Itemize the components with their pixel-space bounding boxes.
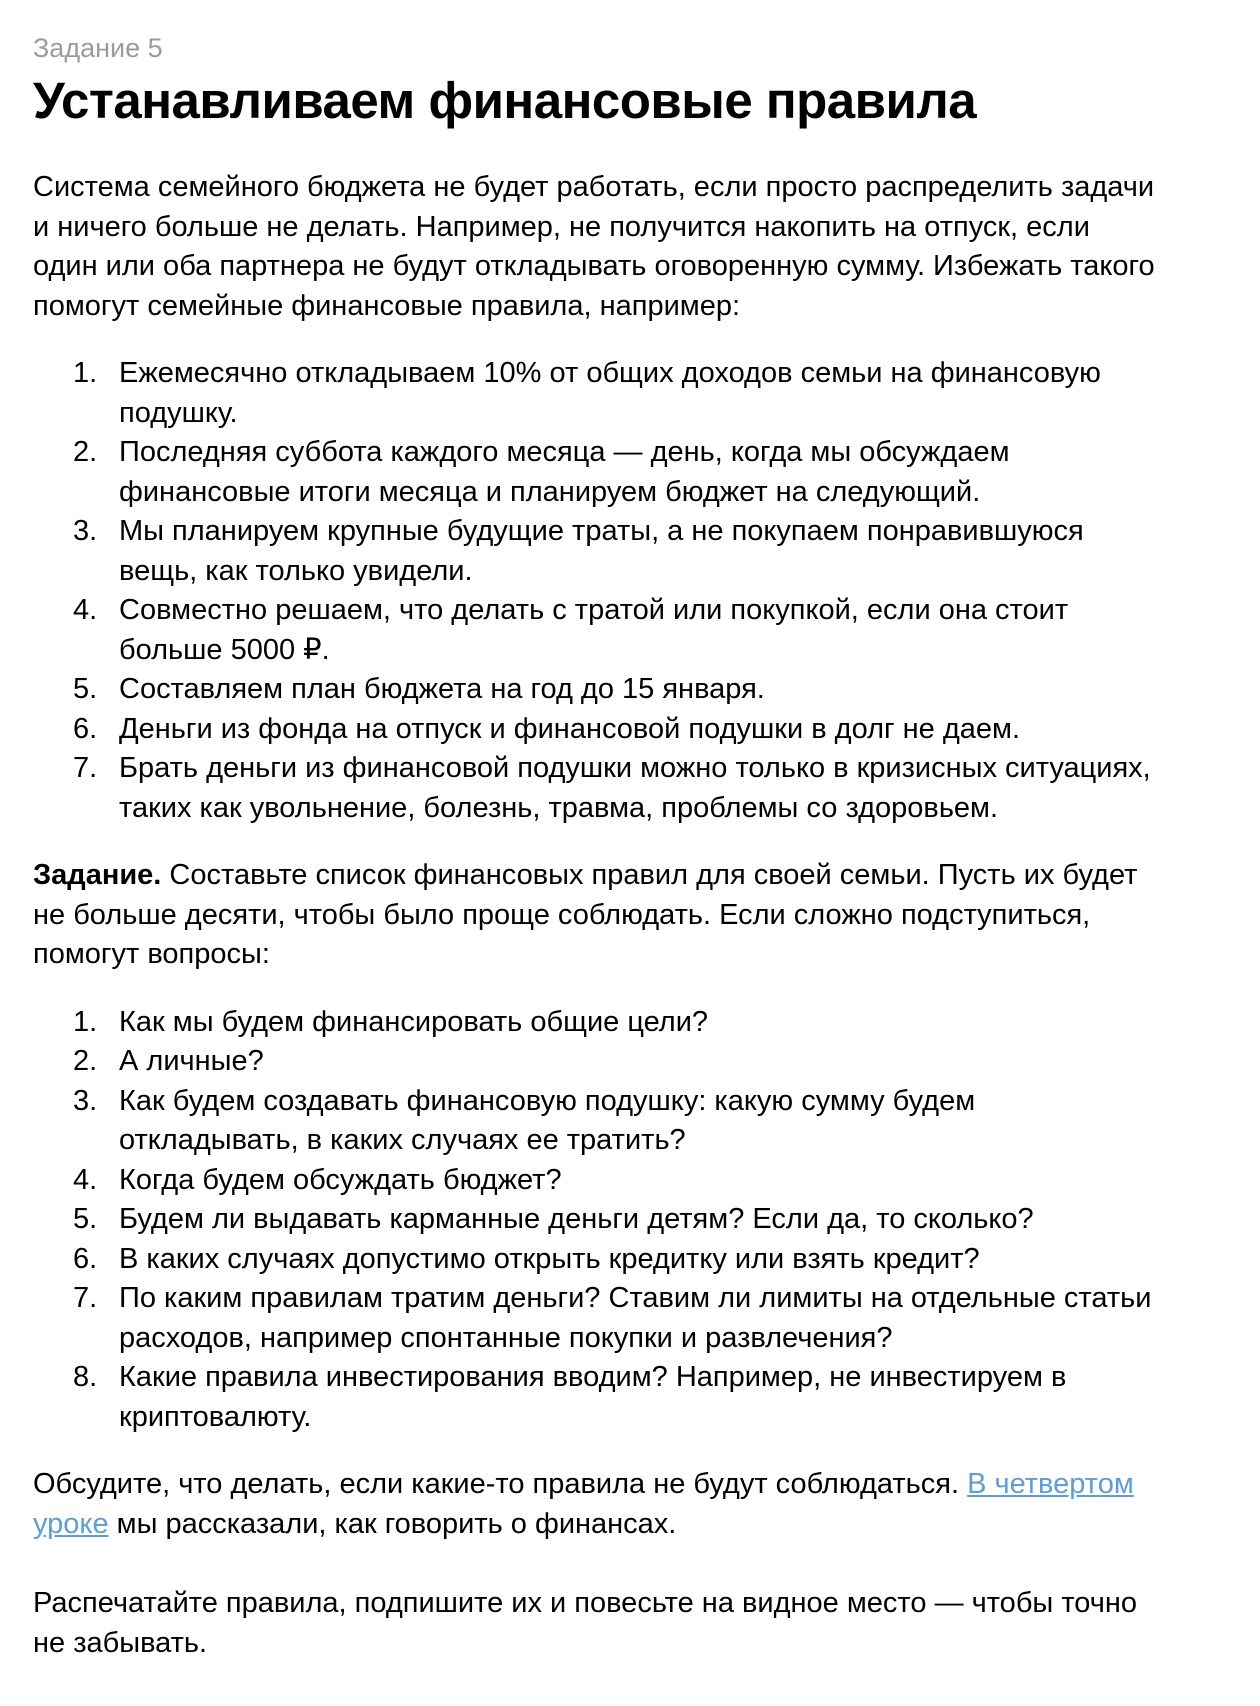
- list-item-number: 5.: [73, 1203, 98, 1235]
- discuss-text-before: Обсудите, что делать, если какие-то правила не будут соблюдаться.: [33, 1468, 968, 1500]
- list-item-number: 4.: [73, 594, 98, 626]
- list-item-text: Последняя суббота каждого месяца — день, когда мы обсуждаем финансовые итоги месяца и планируем бюджет на следующий.: [119, 436, 1010, 508]
- list-item-number: 3.: [73, 515, 98, 547]
- list-item-text: В каких случаях допустимо открыть кредитку или взять кредит?: [119, 1242, 980, 1275]
- list-item-number: 7.: [73, 752, 98, 784]
- list-item-text: Составляем план бюджета на год до 15 января.: [119, 673, 765, 705]
- list-item-text: Брать деньги из финансовой подушки можно только в кризисных ситуациях, таких как увольнение, болезнь, травма, проблемы со здоровьем.: [119, 752, 1151, 824]
- list-item-number: 3.: [73, 1084, 98, 1117]
- list-item-text: Будем ли выдавать карманные деньги детям? Если да, то сколько?: [119, 1203, 1034, 1235]
- list-item: [33, 1240, 1160, 1280]
- list-item: [33, 1003, 1160, 1043]
- list-item: [33, 354, 1160, 433]
- list-item: [33, 749, 1160, 828]
- list-item: [33, 433, 1160, 512]
- list-item: [33, 710, 1160, 750]
- list-item-text: Как мы будем финансировать общие цели?: [119, 1005, 709, 1038]
- list-item-text: Как будем создавать финансовую подушку: какую сумму будем откладывать, в каких случаях ее тратить?: [119, 1084, 976, 1156]
- list-item-number: 7.: [73, 1282, 98, 1314]
- discuss-paragraph: [33, 1465, 1160, 1544]
- list-item: [33, 1200, 1160, 1240]
- outro-paragraph: Распечатайте правила, подпишите их и повесьте на видное место — чтобы точно не забывать.: [33, 1587, 1138, 1659]
- task-label: Задание.: [33, 859, 162, 891]
- list-item-text: Деньги из фонда на отпуск и финансовой подушки в долг не даем.: [119, 712, 1021, 745]
- list-item-text: Когда будем обсуждать бюджет?: [119, 1163, 562, 1196]
- list-item: [33, 670, 1160, 710]
- list-item-text: Совместно решаем, что делать с тратой или покупкой, если она стоит больше 5000 ₽.: [119, 594, 1069, 666]
- discuss-text-after: мы рассказали, как говорить о финансах.: [108, 1507, 677, 1540]
- intro-paragraph: Система семейного бюджета не будет работать, если просто распределить задачи и ничего больше не делать. Например, не получится накопить на отпуск, если один или оба партнера не будут откладывать оговоренную сумму. Избежать такого помогут семейные финансовые правила, например:: [33, 171, 1155, 322]
- list-item-number: 1.: [73, 1005, 98, 1038]
- list-item: [33, 512, 1160, 591]
- list-item-number: 5.: [73, 673, 98, 705]
- list-item-number: 6.: [73, 712, 98, 745]
- lesson-four-link[interactable]: В четвертом уроке: [33, 1468, 1134, 1540]
- list-item-text: А личные?: [119, 1045, 264, 1077]
- task-text: Составьте список финансовых правил для своей семьи. Пусть их будет не больше десяти, чтобы было проще соблюдать. Если сложно подступиться, помогут вопросы:: [33, 859, 1138, 970]
- list-item-text: По каким правилам тратим деньги? Ставим ли лимиты на отдельные статьи расходов, например спонтанные покупки и развлечения?: [119, 1282, 1152, 1354]
- list-item-number: 4.: [73, 1163, 98, 1196]
- list-item-number: 6.: [73, 1242, 98, 1275]
- list-item: [33, 1279, 1160, 1358]
- page-title: Устанавливаем финансовые правила: [33, 72, 977, 129]
- list-item-text: Ежемесячно откладываем 10% от общих доходов семьи на финансовую подушку.: [119, 357, 1101, 429]
- list-item-number: 2.: [73, 1045, 98, 1077]
- list-item: [33, 1161, 1160, 1201]
- list-item: [33, 1042, 1160, 1082]
- list-item: [33, 1082, 1160, 1161]
- list-item: [33, 591, 1160, 670]
- list-item-text: Мы планируем крупные будущие траты, а не покупаем понравившуюся вещь, как только увидели.: [119, 515, 1084, 587]
- list-item-number: 8.: [73, 1361, 98, 1393]
- list-item-number: 1.: [73, 357, 98, 389]
- list-item-number: 2.: [73, 436, 98, 468]
- list-item: [33, 1358, 1160, 1437]
- questions-list: [33, 1003, 1160, 1438]
- task-paragraph: [33, 856, 1160, 975]
- task-number-label: Задание 5: [33, 33, 163, 63]
- rules-list: [33, 354, 1160, 828]
- list-item-text: Какие правила инвестирования вводим? Например, не инвестируем в криптовалюту.: [119, 1361, 1067, 1433]
